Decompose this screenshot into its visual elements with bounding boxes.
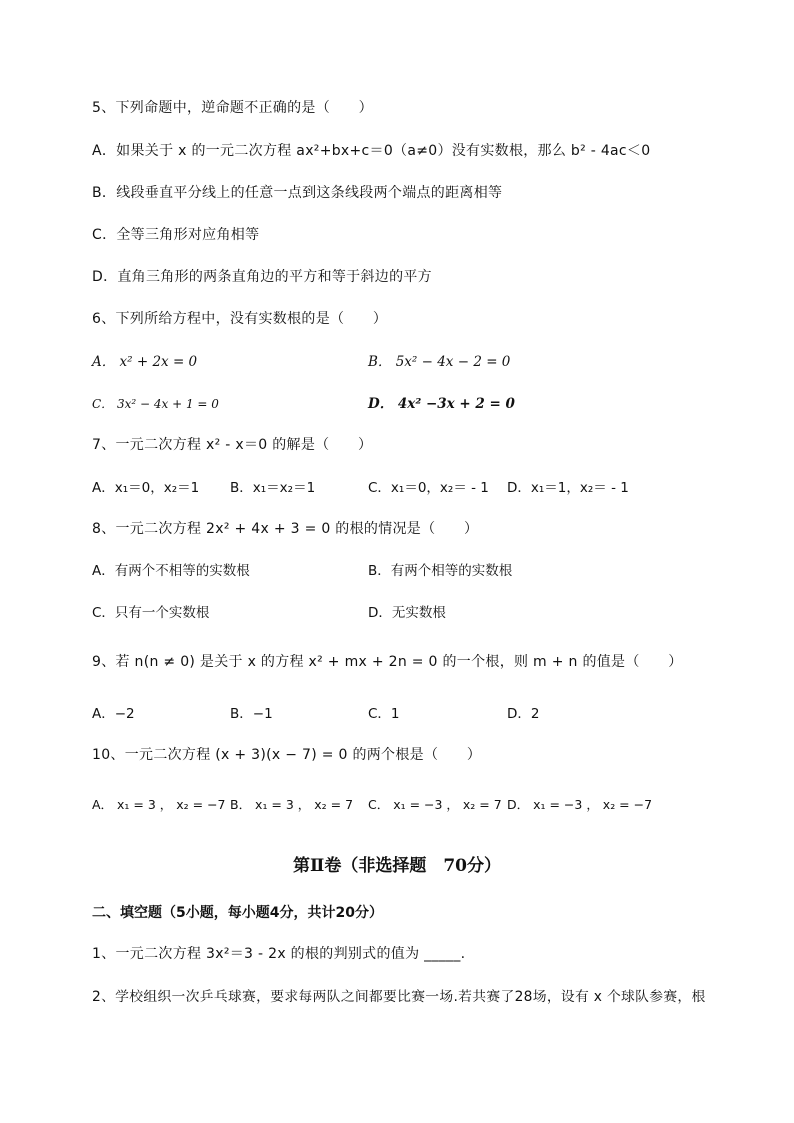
question-6-option-c: C． 3x² − 4x + 1 = 0 [92,397,219,411]
question-5-option-d: D．直角三角形的两条直角边的平方和等于斜边的平方 [92,269,432,285]
question-8-option-c: C．只有一个实数根 [92,605,210,621]
question-7-stem: 7、一元二次方程 x² - x＝0 的解是（ ） [92,437,373,453]
question-7-option-b: B．x₁＝x₂＝1 [230,480,316,496]
question-8-stem: 8、一元二次方程 2x² + 4x + 3 = 0 的根的情况是（ ） [92,521,479,537]
question-6-option-d: D． 4x² −3x + 2 = 0 [368,396,515,412]
question-9-option-c: C．1 [368,706,400,722]
question-5-option-a: A．如果关于 x 的一元二次方程 ax²+bx+c＝0（a≠0）没有实数根，那么 b² - 4ac＜0 [92,143,651,159]
question-8-option-b: B．有两个相等的实数根 [368,563,513,579]
section-2-title: 第Ⅱ卷（非选择题 70分） [293,856,501,876]
question-9-option-d: D．2 [507,706,540,722]
fill-in-question-2: 2、学校组织一次乒乓球赛，要求每两队之间都要比赛一场.若共赛了28场，设有 x 个球队参赛，根 [92,989,706,1005]
question-10-option-b: B． x₁ = 3 ， x₂ = 7 [230,797,354,812]
question-6-option-b: B． 5x² − 4x − 2 = 0 [368,354,511,370]
question-8-option-d: D．无实数根 [368,605,446,621]
fill-in-heading: 二、填空题（5小题，每小题4分，共计20分） [92,905,383,921]
question-9-option-a: A．−2 [92,706,135,722]
question-9-option-b: B．−1 [230,706,273,722]
question-10-stem: 10、一元二次方程 (x + 3)(x − 7) = 0 的两个根是（ ） [92,747,482,763]
fill-in-question-1: 1、一元二次方程 3x²＝3 - 2x 的根的判别式的值为 _____. [92,946,466,962]
question-5-option-b: B．线段垂直平分线上的任意一点到这条线段两个端点的距离相等 [92,185,503,201]
question-7-option-c: C．x₁＝0，x₂＝ - 1 [368,480,489,496]
question-10-option-d: D． x₁ = −3 ， x₂ = −7 [507,797,653,812]
question-7-option-d: D．x₁＝1，x₂＝ - 1 [507,480,629,496]
question-7-option-a: A．x₁＝0，x₂＝1 [92,480,200,496]
question-10-option-a: A． x₁ = 3 ， x₂ = −7 [92,797,226,812]
question-8-option-a: A．有两个不相等的实数根 [92,563,250,579]
question-6-option-a: A． x² + 2x = 0 [92,354,198,370]
question-10-option-c: C． x₁ = −3 ， x₂ = 7 [368,797,502,812]
question-6-stem: 6、下列所给方程中，没有实数根的是（ ） [92,311,388,327]
question-5-stem: 5、下列命题中，逆命题不正确的是（ ） [92,100,373,116]
question-5-option-c: C．全等三角形对应角相等 [92,227,260,243]
question-9-stem: 9、若 n(n ≠ 0) 是关于 x 的方程 x² + mx + 2n = 0 的一个根，则 m + n 的值是（ ） [92,654,683,670]
